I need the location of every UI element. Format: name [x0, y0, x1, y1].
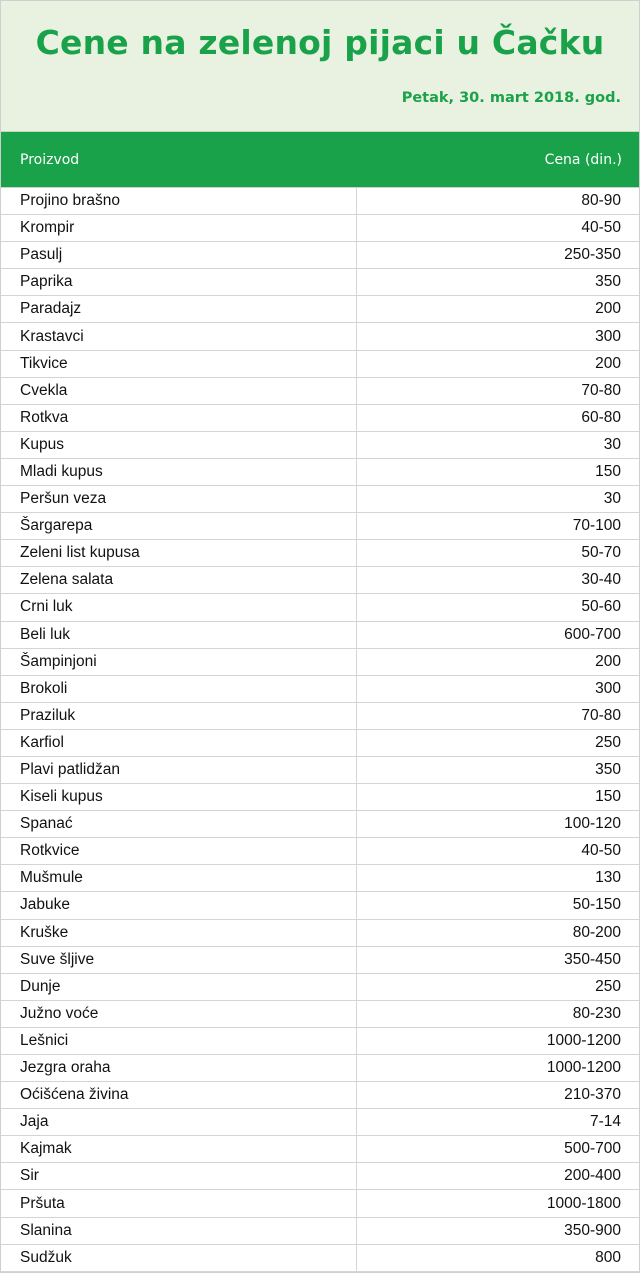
table-row	[1, 784, 639, 811]
product-name-cell: Crni luk	[1, 594, 357, 620]
table-row	[1, 1082, 639, 1109]
table-row	[1, 838, 639, 865]
table-row	[1, 432, 639, 459]
product-name-cell: Rotkva	[1, 405, 357, 431]
table-row	[1, 676, 639, 703]
price-cell: 150	[595, 788, 621, 806]
product-name-cell: Jabuke	[1, 892, 357, 918]
price-cell: 30	[603, 490, 621, 508]
table-row	[1, 567, 639, 594]
table-row	[1, 188, 639, 215]
price-cell: 50-70	[581, 544, 621, 562]
price-cell: 500-700	[564, 1140, 621, 1158]
price-cell: 50-60	[581, 598, 621, 616]
price-cell: 200-400	[564, 1167, 621, 1185]
price-cell: 7-14	[589, 1113, 621, 1131]
table-row	[1, 920, 639, 947]
product-name-cell: Južno voće	[1, 1001, 357, 1027]
product-name-cell: Mladi kupus	[1, 459, 357, 485]
product-name-cell: Peršun veza	[1, 486, 357, 512]
product-name-cell: Slanina	[1, 1218, 357, 1244]
table-row	[1, 1136, 639, 1163]
table-row	[1, 811, 639, 838]
price-cell: 350	[595, 273, 621, 291]
product-name-cell: Cvekla	[1, 378, 357, 404]
price-cell: 1000-1200	[546, 1031, 621, 1049]
table-row	[1, 703, 639, 730]
table-row	[1, 1163, 639, 1190]
price-cell: 100-120	[564, 815, 621, 833]
price-cell: 40-50	[581, 219, 621, 237]
product-name-cell: Brokoli	[1, 676, 357, 702]
price-cell: 40-50	[581, 842, 621, 860]
product-name-cell: Jaja	[1, 1109, 357, 1135]
price-cell: 600-700	[564, 625, 621, 643]
table-row	[1, 540, 639, 567]
price-cell: 350-900	[564, 1221, 621, 1239]
product-name-cell: Šampinjoni	[1, 649, 357, 675]
price-cell: 250-350	[564, 246, 621, 264]
table-row	[1, 459, 639, 486]
price-cell: 300	[595, 679, 621, 697]
price-cell: 130	[595, 869, 621, 887]
price-cell: 800	[595, 1248, 621, 1266]
product-name-cell: Kajmak	[1, 1136, 357, 1162]
table-row	[1, 1218, 639, 1245]
column-header-price: Cena (din.)	[544, 151, 622, 168]
price-cell: 30	[603, 435, 621, 453]
price-cell: 200	[595, 652, 621, 670]
table-row	[1, 649, 639, 676]
product-name-cell: Sudžuk	[1, 1245, 357, 1271]
table-row	[1, 269, 639, 296]
table-row	[1, 1055, 639, 1082]
product-name-cell: Kruške	[1, 920, 357, 946]
price-cell: 60-80	[581, 408, 621, 426]
product-name-cell: Lešnici	[1, 1028, 357, 1054]
table-row	[1, 242, 639, 269]
table-row	[1, 1001, 639, 1028]
product-name-cell: Spanać	[1, 811, 357, 837]
price-cell: 200	[595, 354, 621, 372]
product-name-cell: Mušmule	[1, 865, 357, 891]
product-name-cell: Rotkvice	[1, 838, 357, 864]
price-cell: 50-150	[572, 896, 621, 914]
product-name-cell: Pasulj	[1, 242, 357, 268]
product-name-cell: Karfiol	[1, 730, 357, 756]
price-cell: 1000-1200	[546, 1059, 621, 1077]
product-name-cell: Kiseli kupus	[1, 784, 357, 810]
product-name-cell: Projino brašno	[1, 188, 357, 214]
price-table-body	[1, 188, 639, 1272]
product-name-cell: Jezgra oraha	[1, 1055, 357, 1081]
table-row	[1, 757, 639, 784]
product-name-cell: Krompir	[1, 215, 357, 241]
table-row	[1, 947, 639, 974]
table-row	[1, 1245, 639, 1272]
price-cell: 70-80	[581, 706, 621, 724]
price-cell: 80-90	[581, 192, 621, 210]
price-cell: 150	[595, 462, 621, 480]
product-name-cell: Plavi patlidžan	[1, 757, 357, 783]
table-row	[1, 486, 639, 513]
table-row	[1, 730, 639, 757]
product-name-cell: Sir	[1, 1163, 357, 1189]
price-cell: 80-230	[572, 1004, 621, 1022]
table-row	[1, 865, 639, 892]
date-label: Petak, 30. mart 2018. god.	[401, 90, 621, 106]
table-row	[1, 892, 639, 919]
product-name-cell: Dunje	[1, 974, 357, 1000]
product-name-cell: Krastavci	[1, 323, 357, 349]
product-name-cell: Paradajz	[1, 296, 357, 322]
price-cell: 350	[595, 761, 621, 779]
table-row	[1, 215, 639, 242]
table-header	[1, 132, 639, 188]
product-name-cell: Tikvice	[1, 351, 357, 377]
price-cell: 210-370	[564, 1086, 621, 1104]
price-cell: 80-200	[572, 923, 621, 941]
table-row	[1, 405, 639, 432]
product-name-cell: Pršuta	[1, 1190, 357, 1216]
table-row	[1, 513, 639, 540]
price-cell: 30-40	[581, 571, 621, 589]
price-cell: 200	[595, 300, 621, 318]
table-row	[1, 1109, 639, 1136]
product-name-cell: Suve šljive	[1, 947, 357, 973]
table-row	[1, 1190, 639, 1217]
table-row	[1, 1028, 639, 1055]
product-name-cell: Beli luk	[1, 622, 357, 648]
table-row	[1, 323, 639, 350]
table-row	[1, 296, 639, 323]
product-name-cell: Praziluk	[1, 703, 357, 729]
table-row	[1, 622, 639, 649]
table-row	[1, 378, 639, 405]
price-cell: 350-450	[564, 950, 621, 968]
page-title: Cene na zelenoj pijaci u Čačku	[35, 23, 605, 62]
column-header-product: Proizvod	[20, 151, 80, 168]
table-row	[1, 594, 639, 621]
price-cell: 250	[595, 977, 621, 995]
price-cell: 1000-1800	[546, 1194, 621, 1212]
product-name-cell: Oćišćena živina	[1, 1082, 357, 1108]
product-name-cell: Zelena salata	[1, 567, 357, 593]
product-name-cell: Paprika	[1, 269, 357, 295]
price-cell: 250	[595, 733, 621, 751]
product-name-cell: Šargarepa	[1, 513, 357, 539]
price-cell: 70-80	[581, 381, 621, 399]
document-header	[1, 1, 639, 132]
product-name-cell: Zeleni list kupusa	[1, 540, 357, 566]
product-name-cell: Kupus	[1, 432, 357, 458]
table-row	[1, 974, 639, 1001]
price-cell: 70-100	[572, 517, 621, 535]
price-cell: 300	[595, 327, 621, 345]
table-row	[1, 351, 639, 378]
